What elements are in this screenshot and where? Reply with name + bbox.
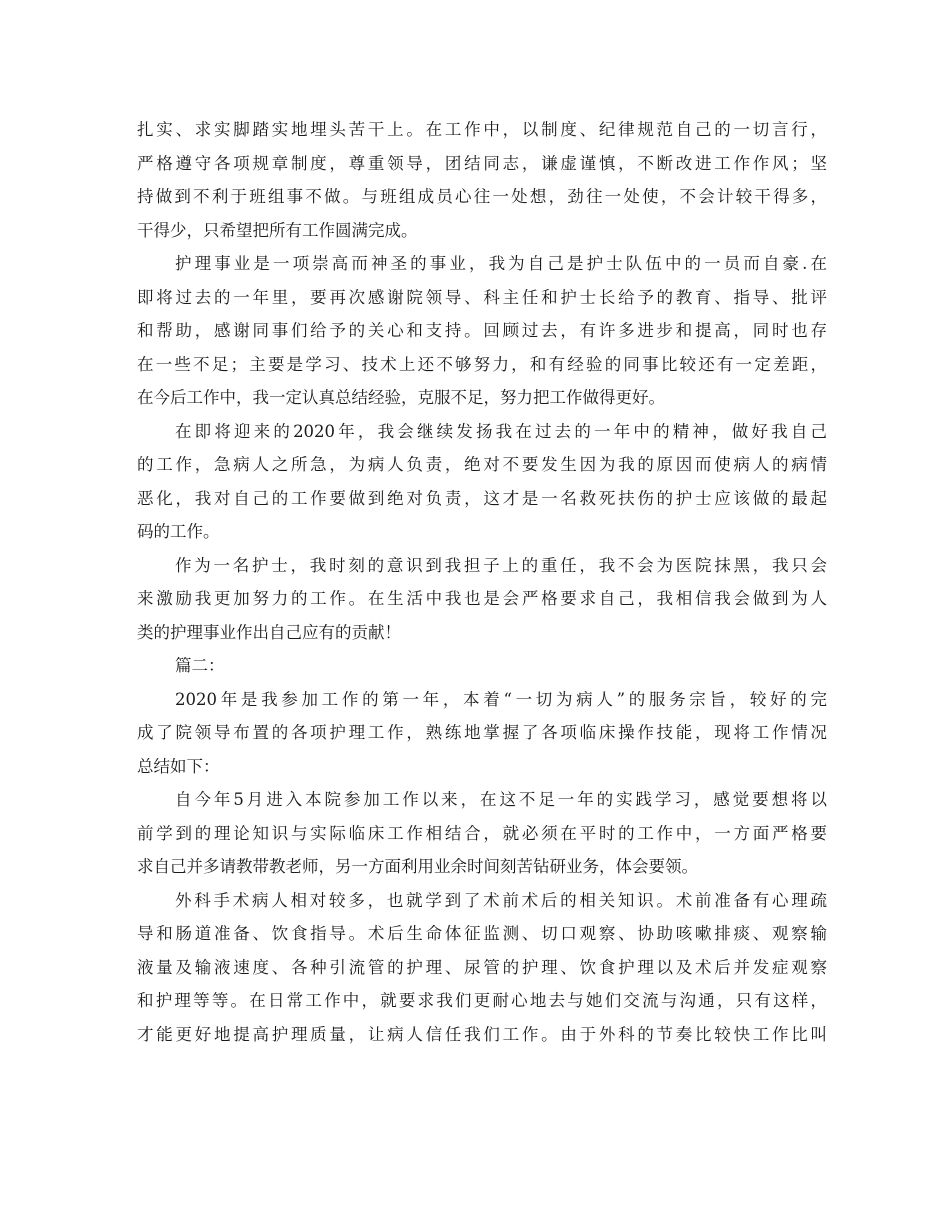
text-line: 外科手术病人相对较多，也就学到了术前术后的相关知识。术前准备有心理疏 [175,890,827,910]
text-line: 来激励我更加努力的工作。在生活中我也是会严格要求自己，我相信我会做到为人 [137,589,827,608]
text-line: 总结如下： [137,756,220,776]
text-line: 在一些不足；主要是学习、技术上还不够努力，和有经验的同事比较还有一定差距， [137,354,827,374]
paragraph [137,549,827,650]
text-line: 作为一名护士，我时刻的意识到我担子上的重任，我不会为医院抹黑，我只会 [175,555,827,575]
paragraph [137,683,827,784]
text-line: 和帮助，感谢同事们给予的关心和支持。回顾过去，有许多进步和提高，同时也存 [137,321,827,340]
text-line: 干得少，只希望把所有工作圆满完成。 [137,220,418,240]
text-line: 导和肠道准备、饮食指导。术后生命体征监测、切口观察、协助咳嗽排痰、观察输 [137,924,827,943]
text-line: 即将过去的一年里，要再次感谢院领导、科主任和护士长给予的教育、指导、批评 [137,287,827,307]
text-line: 码的工作。 [137,522,220,541]
paragraph [137,247,827,415]
section-heading [137,649,827,683]
paragraph [137,415,827,549]
text-line: 恶化，我对自己的工作要做到绝对负责，这才是一名救死扶伤的护士应该做的最起 [137,488,827,508]
text-line: 的工作，急病人之所急，为病人负责，绝对不要发生因为我的原因而使病人的病情 [137,455,827,474]
text-line: 自今年5月进入本院参加工作以来，在这不足一年的实践学习，感觉要想将以 [175,790,827,809]
text-line: 成了院领导布置的各项护理工作，熟练地掌握了各项临床操作技能，现将工作情况 [137,723,827,742]
text-line: 类的护理事业作出自己应有的贡献！ [137,622,401,642]
document-body [137,113,827,1051]
text-line: 篇二： [175,656,225,675]
text-line: 在即将迎来的2020年，我会继续发扬我在过去的一年中的精神，做好我自己 [175,421,827,441]
paragraph [137,113,827,247]
paragraph [137,783,827,884]
text-line: 液量及输液速度、各种引流管的护理、尿管的护理、饮食护理以及术后并发症观察 [137,957,827,977]
text-line: 在今后工作中，我一定认真总结经验，克服不足，努力把工作做得更好。 [137,388,665,407]
text-line: 持做到不利于班组事不做。与班组成员心往一处想，劲往一处使，不会计较干得多， [137,187,827,206]
text-line: 2020年是我参加工作的第一年，本着“一切为病人”的服务宗旨，较好的完 [175,689,827,709]
text-line: 护理事业是一项崇高而神圣的事业，我为自己是护士队伍中的一员而自豪.在 [175,254,827,273]
text-line: 求自己并多请教带教老师，另一方面利用业余时间刻苦钻研业务，体会要领。 [137,857,698,876]
text-line: 前学到的理论知识与实际临床工作相结合，就必须在平时的工作中，一方面严格要 [137,823,827,843]
text-line: 才能更好地提高护理质量，让病人信任我们工作。由于外科的节奏比较快工作比叫 [137,1024,827,1044]
text-line: 和护理等等。在日常工作中，就要求我们更耐心地去与她们交流与沟通，只有这样， [137,991,827,1010]
text-line: 扎实、求实脚踏实地埋头苦干上。在工作中，以制度、纪律规范自己的一切言行， [137,120,827,139]
text-line: 严格遵守各项规章制度，尊重领导，团结同志，谦虚谨慎，不断改进工作作风；坚 [137,153,827,173]
paragraph [137,884,827,1052]
